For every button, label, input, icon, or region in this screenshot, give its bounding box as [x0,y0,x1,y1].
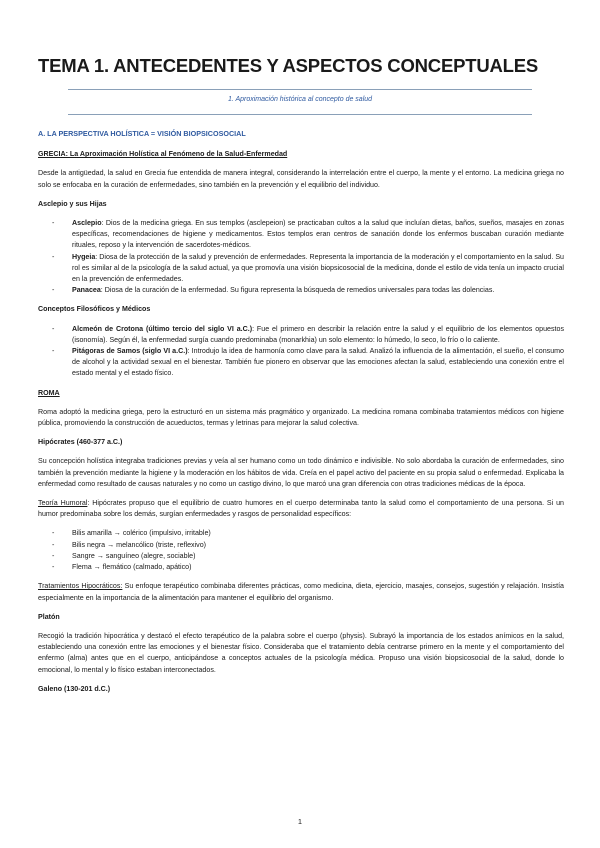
list-item [38,285,564,296]
platon-heading: Platón [38,612,60,621]
roma-heading: ROMA [38,388,60,397]
list-item-term: Pitágoras de Samos (siglo VI a.C.) [72,347,188,356]
list-item [38,252,564,286]
tratamientos-paragraph [38,581,564,603]
title-divider-top [68,89,532,90]
asclepio-list [38,218,564,296]
list-item: - Flema → flemático (calmado, apático) [38,562,564,573]
roma-paragraph: Roma adoptó la medicina griega, pero la estructuró en un sistema más pragmático y organizado. La medicina romana combinaba tratamientos médicos con higiene pública, promoviendo la construcción de acueductos, termas y letrinas para mejorar la salud colectiva. [38,407,564,428]
teoria-humoral-paragraph [38,498,564,520]
platon-paragraph: Recogió la tradición hipocrática y destacó el efecto terapéutico de la palabra sobre el cuerpo (physis). Subrayó la importancia de los estados anímicos en la salud, estableciendo una conexión entre las emociones y el bienestar físico. Consideraba que el tratamiento debía centrarse primero en la mente y el comportamiento del enfermo (alma) antes que en el cuerpo, anticipándose a conceptos actuales de la psicología médica. Propuso una visión biopsicosocial de la salud, donde lo emocional, lo mental y lo físico estaban interconectados. [38,631,564,674]
document-body [38,128,564,703]
page-title: TEMA 1. ANTECEDENTES Y ASPECTOS CONCEPTUALES [38,55,539,76]
list-item: - Bilis amarilla → colérico (impulsivo, irritable) [38,528,564,539]
grecia-heading: GRECIA: La Aproximación Holística al Fenómeno de la Salud-Enfermedad [38,150,288,159]
list-item-term: Asclepio [72,219,102,228]
hipocrates-paragraph: Su concepción holística integraba tradiciones previas y veía al ser humano como un todo dinámico e indivisible. No solo abordaba la curación de enfermedades, sino también la prevención mediante la higiene y la moderación en los hábitos de vida. Creía en el papel activo del paciente en su propia salud o enfermedad. Explicaba la enfermedad como resultado de causas naturales y no como un castigo divino, lo que marcó una gran diferencia con otras tradiciones médicas de la época. [38,457,564,488]
conceptos-heading: Conceptos Filosóficos y Médicos [38,305,151,314]
teoria-humoral-text: : Hipócrates propuso que el equilibrio de cuatro humores en el cuerpo determinaba tanto la salud como el comportamiento de una persona. Si un humor predominaba sobre los demás, surgían enfermedades y rasgos de personalidad específicos: [38,499,564,519]
tratamientos-label: Tratamientos Hipocráticos: [38,582,123,591]
list-item-text: : Diosa de la curación de la enfermedad. Su figura representa la búsqueda de remedios universales para todas las dolencias. [100,286,495,295]
grecia-intro-paragraph: Desde la antigüedad, la salud en Grecia fue entendida de manera integral, considerando la interrelación entre el cuerpo, la mente y el entorno. La medicina griega no solo se enfocaba en la curación de enfermedades, sino también en la prevención y el equilibrio del individuo. [38,169,564,189]
list-item-text: : Fue el primero en describir la relación entre la salud y el equilibrio de los elementos opuestos (isonomía). Según él, la enfermedad surgía cuando predominaba (monarkhia) un solo elemento: lo húmedo, lo seco, lo frío o lo caliente. [72,324,564,344]
list-item-text: : Dios de la medicina griega. En sus templos (asclepeion) se practicaban cultos a la salud que incluían dietas, baños, sueños, masajes en zonas específicas, recomendaciones de higiene y medicamentos. Estos templos eran centros de sanación donde los enfermos buscaban curación mediante rituales, reposo y la intervención de sacerdotes-médicos. [72,219,564,250]
title-divider-bottom [68,114,532,115]
humores-list [38,528,564,573]
list-item [38,218,564,252]
list-item-term: Alcmeón de Crotona (último tercio del siglo VI a.C.) [72,324,253,333]
list-item: - Sangre → sanguíneo (alegre, sociable) [38,551,564,562]
hipocrates-heading: Hipócrates (460-377 a.C.) [38,438,123,447]
list-item-term: Panacea [72,286,101,295]
list-item: - Bilis negra → melancólico (triste, reflexivo) [38,540,564,551]
section-a-heading: A. LA PERSPECTIVA HOLÍSTICA = VISIÓN BIOPSICOSOCIAL [38,129,246,138]
conceptos-list [38,324,564,380]
list-item-term: Hygeia [72,252,96,261]
teoria-humoral-label: Teoría Humoral [38,499,88,508]
list-item-text: : Diosa de la protección de la salud y prevención de enfermedades. Representa la importancia de la moderación y el comportamiento en la salud. Su rol es similar al de la psicología de la salud actual, ya que promovía una visión biopsicosocial de la medicina, donde el estilo de vida tenía un impacto crucial en la prevención de enfermedades. [72,252,564,284]
list-item-text: : Introdujo la idea de harmonía como clave para la salud. Analizó la influencia de la alimentación, el sueño, el consumo de alcohol y la actividad sexual en el bienestar. También fue pionero en observar que las emociones afectan la salud, estableciendo una conexión entre el estado mental y el estado físico. [72,347,564,378]
galeno-heading: Galeno (130-201 d.C.) [38,684,111,693]
list-item [38,324,564,346]
section-subtitle: 1. Aproximación histórica al concepto de salud [227,96,373,103]
list-item [38,346,564,380]
tratamientos-text: Su enfoque terapéutico combinaba diferentes prácticas, como medicina, dieta, ejercicio, masajes, consejos, sugestión y relajación. Insistía especialmente en la importancia de la alimentación para mantener el equilibrio del organismo. [38,582,564,602]
page-number: 1 [297,817,303,826]
asclepio-heading: Asclepio y sus Hijas [38,199,107,208]
